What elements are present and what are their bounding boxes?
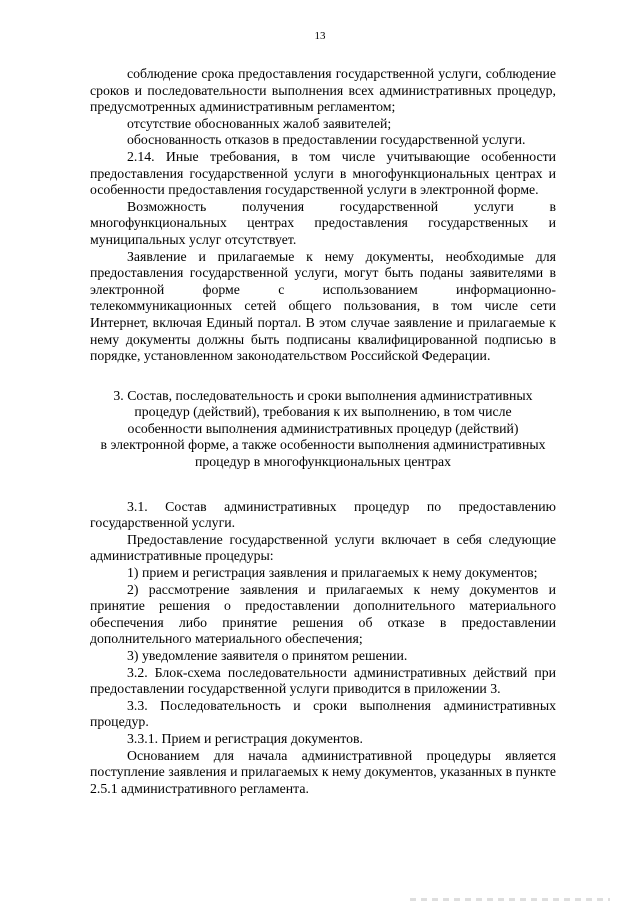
- section-heading-line: процедур (действий), требования к их выполнению, в том числе: [134, 404, 512, 420]
- paragraph: Предоставление государственной услуги включает в себя следующие административные процедуры:: [90, 531, 556, 564]
- paragraph: 3.3.1. Прием и регистрация документов.: [127, 730, 363, 746]
- section-heading-line: 3. Состав, последовательность и сроки выполнения административных: [113, 387, 533, 403]
- document-body: [90, 66, 556, 797]
- section-heading: [90, 388, 556, 471]
- page-number: 13: [314, 30, 326, 42]
- paragraph: соблюдение срока предоставления государственной услуги, соблюдение сроков и последовательности выполнения всех административных процедур, предусмотренных административным регламентом;: [90, 66, 556, 115]
- section-heading-line: процедур в многофункциональных центрах: [194, 454, 452, 470]
- paragraph: 3.3. Последовательность и сроки выполнения административных процедур.: [90, 697, 556, 730]
- paragraph: Заявление и прилагаемые к нему документы, необходимые для предоставления государственной услуги, могут быть поданы заявителями в электронной форме с использованием информационно-телекоммуникационных сетей общего пользования, в том числе сети Интернет, включая Единый портал. В этом случае заявление и прилагаемые к нему документы должны быть подписаны квалифицированной подписью в порядке, установленном законодательством Российской Федерации.: [90, 248, 556, 364]
- scan-footer-mark: [410, 898, 610, 901]
- paragraph: отсутствие обоснованных жалоб заявителей;: [127, 115, 392, 131]
- paragraph: Возможность получения государственной услуги в многофункциональных центрах предоставления государственных и муниципальных услуг отсутствует.: [90, 198, 556, 247]
- paragraph: 2) рассмотрение заявления и прилагаемых к нему документов и принятие решения о предоставлении дополнительного материального обеспечения либо принятие решения об отказе в предоставлении дополнительного материального обеспечения;: [90, 581, 556, 647]
- paragraph: 3) уведомление заявителя о принятом решении.: [127, 648, 408, 663]
- paragraph: обоснованность отказов в предоставлении государственной услуги.: [127, 132, 526, 148]
- paragraph: Основанием для начала административной процедуры является поступление заявления и прилагаемых к нему документов, указанных в пункте 2.5.1 административного регламента.: [90, 747, 556, 796]
- section-heading-line: в электронной форме, а также особенности выполнения административных: [100, 437, 546, 453]
- paragraph: 3.2. Блок-схема последовательности административных действий при предоставлении государственной услуги приводится в приложении 3.: [90, 664, 556, 697]
- paragraph: 1) прием и регистрация заявления и прилагаемых к нему документов;: [127, 565, 538, 581]
- paragraph: 2.14. Иные требования, в том числе учитывающие особенности предоставления государственной услуги в многофункциональных центрах и особенности предоставления государственной услуги в электронной форме.: [90, 148, 556, 198]
- section-heading-line: особенности выполнения административных процедур (действий): [127, 420, 519, 436]
- paragraph: 3.1. Состав административных процедур по предоставлению государственной услуги.: [90, 498, 556, 531]
